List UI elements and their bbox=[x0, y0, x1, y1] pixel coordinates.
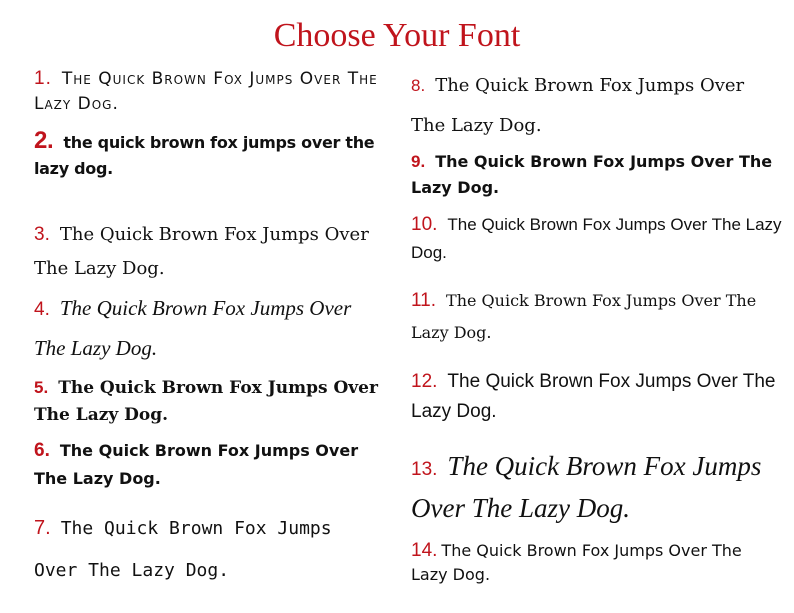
option-number: 9. bbox=[411, 152, 426, 171]
font-option-11[interactable] bbox=[411, 285, 783, 349]
option-sample-text: The Quick Brown Fox Jumps Over The Lazy Dog. bbox=[34, 441, 359, 488]
option-number: 2. bbox=[34, 127, 54, 154]
option-number: 5. bbox=[34, 378, 49, 397]
font-option-1[interactable] bbox=[34, 66, 384, 117]
option-sample-text: The Quick Brown Fox Jumps Over The Lazy Dog. bbox=[411, 541, 742, 584]
font-option-13[interactable] bbox=[411, 447, 783, 527]
font-option-6[interactable] bbox=[34, 437, 384, 493]
option-number: 11. bbox=[411, 290, 437, 311]
option-sample-text: The Quick Brown Fox Jumps Over The Lazy Dog. bbox=[411, 215, 782, 262]
option-number: 4. bbox=[34, 299, 50, 320]
option-number: 12. bbox=[411, 371, 438, 392]
option-sample-text: The Quick Brown Fox Jumps Over The Lazy Dog. bbox=[411, 451, 762, 523]
option-sample-text: The Quick Brown Fox Jumps Over The Lazy Dog. bbox=[34, 518, 332, 581]
font-option-9[interactable] bbox=[411, 149, 783, 201]
font-option-14[interactable] bbox=[411, 539, 783, 587]
font-option-4[interactable] bbox=[34, 289, 384, 367]
font-option-3[interactable] bbox=[34, 218, 384, 286]
option-sample-text: the quick brown fox jumps over the lazy dog. bbox=[34, 133, 375, 178]
page-title: Choose Your Font bbox=[273, 17, 521, 54]
option-number: 13. bbox=[411, 459, 438, 480]
option-number: 10. bbox=[411, 214, 438, 235]
option-number: 8. bbox=[411, 76, 426, 95]
option-sample-text: The Quick Brown Fox Jumps Over The Lazy Dog. bbox=[411, 291, 757, 342]
option-sample-text: The Quick Brown Fox Jumps Over The Lazy Dog. bbox=[34, 69, 378, 114]
option-sample-text: The Quick Brown Fox Jumps Over The Lazy Dog. bbox=[34, 296, 352, 360]
option-number: 3. bbox=[34, 224, 50, 245]
option-sample-text: The Quick Brown Fox Jumps Over The Lazy Dog. bbox=[411, 75, 745, 136]
option-sample-text: The Quick Brown Fox Jumps Over The Lazy Dog. bbox=[34, 224, 369, 279]
option-number: 7. bbox=[34, 517, 51, 539]
option-sample-text: The Quick Brown Fox Jumps Over The Lazy Dog. bbox=[411, 371, 776, 422]
font-option-10[interactable] bbox=[411, 211, 783, 267]
option-number: 1. bbox=[34, 68, 52, 89]
font-option-2[interactable] bbox=[34, 128, 384, 182]
font-option-7[interactable] bbox=[34, 507, 384, 592]
option-sample-text: The Quick Brown Fox Jumps Over The Lazy Dog. bbox=[34, 378, 378, 425]
font-option-5[interactable] bbox=[34, 374, 384, 429]
option-sample-text: The Quick Brown Fox Jumps Over The Lazy Dog. bbox=[411, 152, 773, 197]
font-option-12[interactable] bbox=[411, 367, 783, 427]
option-number: 14. bbox=[411, 540, 438, 561]
option-number: 6. bbox=[34, 440, 50, 461]
font-option-8[interactable] bbox=[411, 66, 783, 146]
